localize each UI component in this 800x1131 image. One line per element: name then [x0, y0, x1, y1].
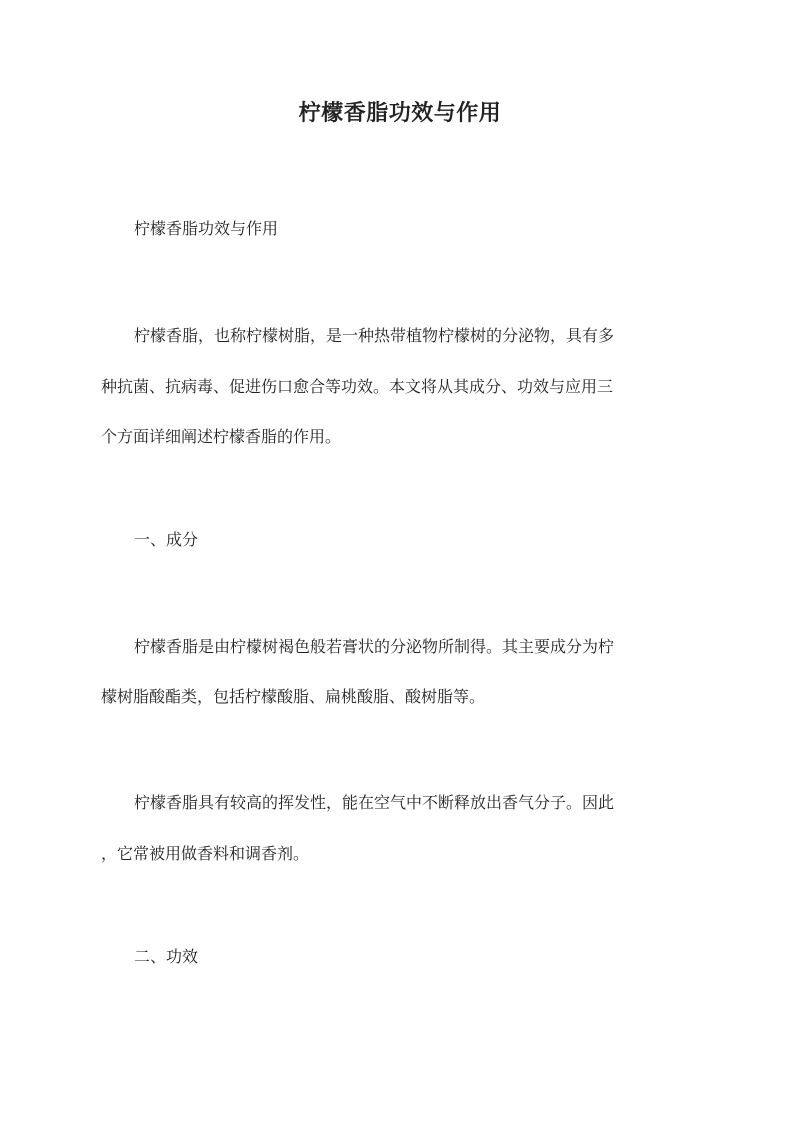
section-heading-2: 二、功效: [134, 947, 199, 966]
paragraph-1-line-3: 个方面详细阐述柠檬香脂的作用。: [101, 427, 342, 446]
document-title: 柠檬香脂功效与作用: [298, 100, 502, 126]
paragraph-2-line-1: 柠檬香脂是由柠檬树褐色般若膏状的分泌物所制得。其主要成分为柠: [134, 637, 615, 656]
subtitle-line: 柠檬香脂功效与作用: [134, 219, 279, 238]
paragraph-3-line-2: ，它常被用做香料和调香剂。: [101, 844, 310, 863]
paragraph-3-line-1: 柠檬香脂具有较高的挥发性，能在空气中不断释放出香气分子。因此: [134, 793, 615, 812]
paragraph-1-line-2: 种抗菌、抗病毒、促进伤口愈合等功效。本文将从其成分、功效与应用三: [101, 377, 614, 396]
paragraph-2-line-2: 檬树脂酸酯类，包括柠檬酸脂、扁桃酸脂、酸树脂等。: [101, 687, 486, 706]
section-heading-1: 一、成分: [134, 530, 199, 549]
paragraph-1-line-1: 柠檬香脂，也称柠檬树脂，是一种热带植物柠檬树的分泌物，具有多: [134, 326, 615, 345]
